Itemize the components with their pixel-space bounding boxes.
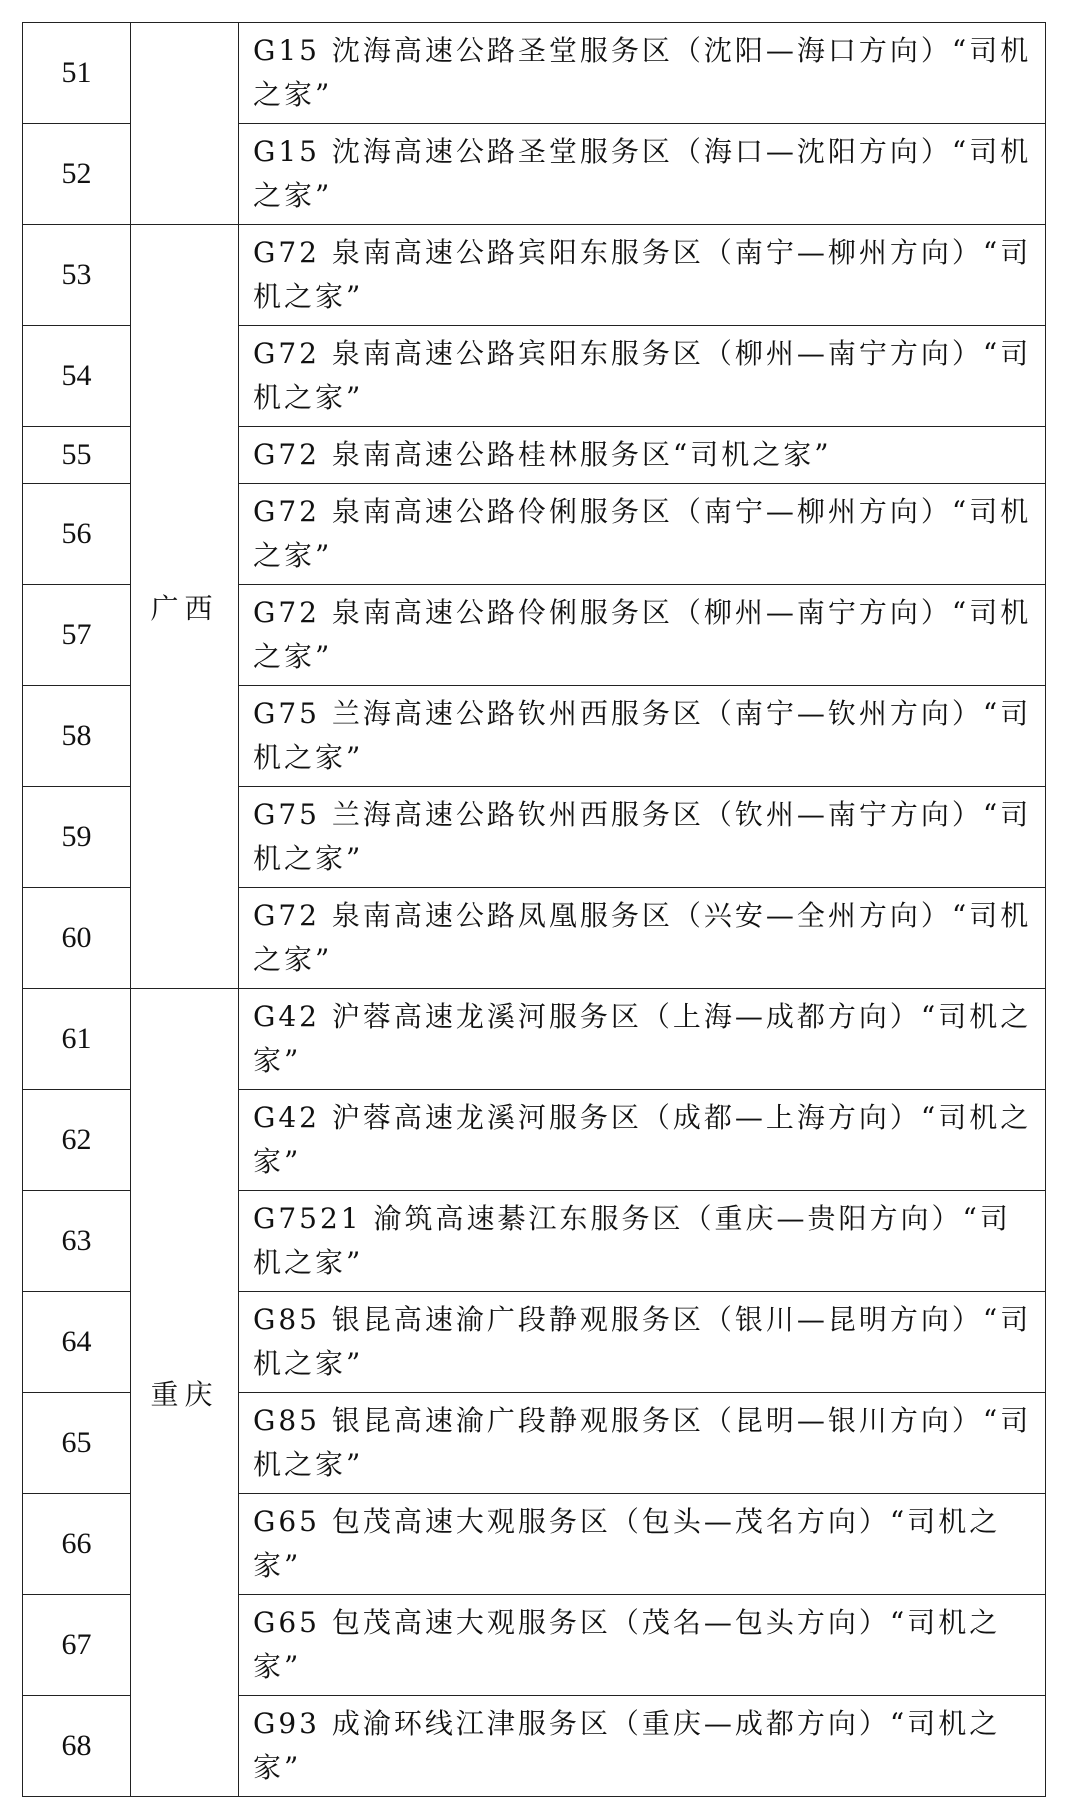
service-area-name: G42 沪蓉高速龙溪河服务区（上海—成都方向）“司机之家” [239,989,1046,1090]
province-guangxi: 广西 [131,225,239,989]
row-number: 53 [23,225,131,326]
service-area-name: G72 泉南高速公路宾阳东服务区（南宁—柳州方向）“司机之家” [239,225,1046,326]
service-area-name: G42 沪蓉高速龙溪河服务区（成都—上海方向）“司机之家” [239,1090,1046,1191]
row-number: 64 [23,1292,131,1393]
service-area-name: G85 银昆高速渝广段静观服务区（银川—昆明方向）“司机之家” [239,1292,1046,1393]
service-area-name: G72 泉南高速公路伶俐服务区（柳州—南宁方向）“司机之家” [239,585,1046,686]
table-row [23,23,1046,124]
province-chongqing: 重庆 [131,989,239,1797]
service-area-name: G75 兰海高速公路钦州西服务区（钦州—南宁方向）“司机之家” [239,787,1046,888]
row-number: 55 [23,427,131,484]
province-cell-empty [131,23,239,225]
row-number: 56 [23,484,131,585]
service-area-table [22,22,1046,1797]
row-number: 60 [23,888,131,989]
row-number: 57 [23,585,131,686]
row-number: 67 [23,1595,131,1696]
service-area-name: G72 泉南高速公路桂林服务区“司机之家” [239,427,1046,484]
row-number: 66 [23,1494,131,1595]
row-number: 62 [23,1090,131,1191]
row-number: 58 [23,686,131,787]
row-number: 54 [23,326,131,427]
service-area-name: G75 兰海高速公路钦州西服务区（南宁—钦州方向）“司机之家” [239,686,1046,787]
service-area-name: G7521 渝筑高速綦江东服务区（重庆—贵阳方向）“司机之家” [239,1191,1046,1292]
service-area-name: G72 泉南高速公路宾阳东服务区（柳州—南宁方向）“司机之家” [239,326,1046,427]
service-area-name: G72 泉南高速公路凤凰服务区（兴安—全州方向）“司机之家” [239,888,1046,989]
service-area-name: G15 沈海高速公路圣堂服务区（沈阳—海口方向）“司机之家” [239,23,1046,124]
table-row [23,225,1046,326]
row-number: 51 [23,23,131,124]
table-row [23,989,1046,1090]
row-number: 61 [23,989,131,1090]
service-area-name: G65 包茂高速大观服务区（包头—茂名方向）“司机之家” [239,1494,1046,1595]
service-area-name: G93 成渝环线江津服务区（重庆—成都方向）“司机之家” [239,1696,1046,1797]
row-number: 63 [23,1191,131,1292]
service-area-name: G85 银昆高速渝广段静观服务区（昆明—银川方向）“司机之家” [239,1393,1046,1494]
service-area-name: G72 泉南高速公路伶俐服务区（南宁—柳州方向）“司机之家” [239,484,1046,585]
row-number: 65 [23,1393,131,1494]
row-number: 59 [23,787,131,888]
service-area-name: G65 包茂高速大观服务区（茂名—包头方向）“司机之家” [239,1595,1046,1696]
row-number: 52 [23,124,131,225]
row-number: 68 [23,1696,131,1797]
service-area-name: G15 沈海高速公路圣堂服务区（海口—沈阳方向）“司机之家” [239,124,1046,225]
